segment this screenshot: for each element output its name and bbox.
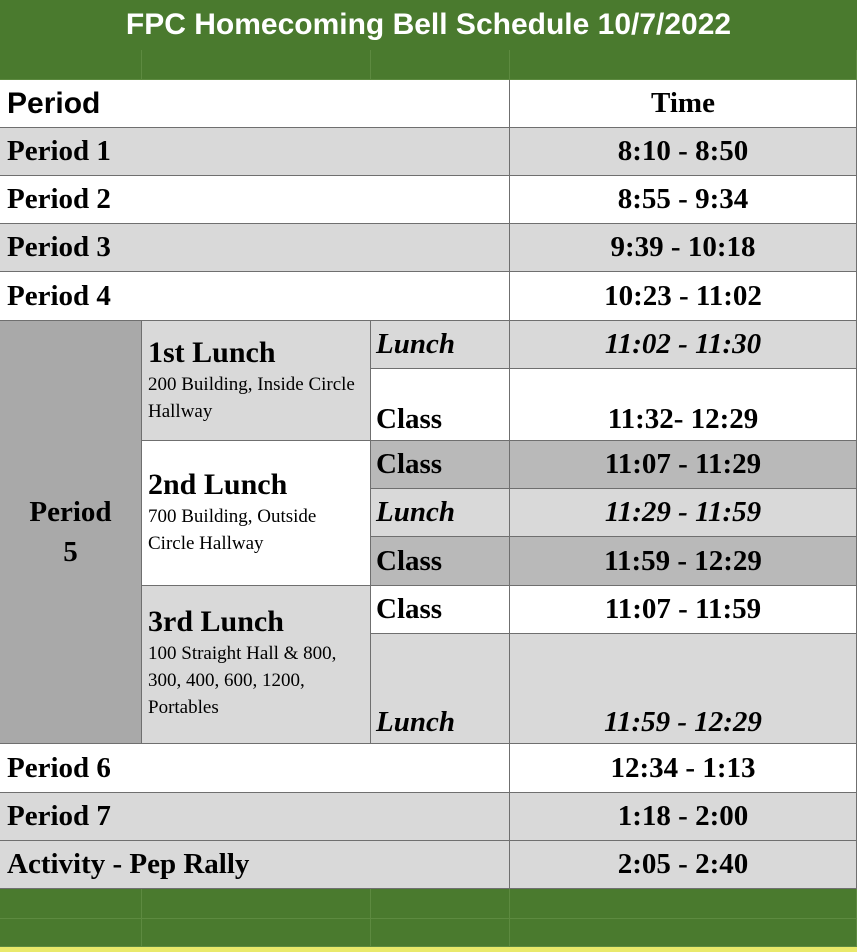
period-time: 8:10 - 8:50 — [510, 128, 857, 176]
period-label: Period 1 — [0, 128, 510, 176]
period-label: Period 4 — [0, 272, 510, 321]
lunch-location: 200 Building, Inside Circle Hallway — [148, 374, 355, 422]
lunch-activity: Lunch — [371, 634, 510, 744]
period-time: 12:34 - 1:13 — [510, 744, 857, 793]
spacer-cell — [0, 919, 142, 947]
period-time: 1:18 - 2:00 — [510, 793, 857, 841]
lunch-time: 11:59 - 12:29 — [510, 537, 857, 586]
period-time: 8:55 - 9:34 — [510, 176, 857, 224]
bottom-divider — [0, 947, 857, 952]
lunch-time: 11:07 - 11:59 — [510, 586, 857, 634]
lunch-activity: Lunch — [371, 321, 510, 369]
lunch-info — [142, 586, 371, 744]
lunch-info — [142, 321, 371, 441]
spacer-cell — [0, 889, 142, 919]
spacer-cell — [371, 919, 510, 947]
spacer-cell — [142, 919, 371, 947]
schedule-title: FPC Homecoming Bell Schedule 10/7/2022 — [0, 0, 857, 50]
spacer-cell — [142, 50, 371, 80]
lunch-name: 1st Lunch — [148, 336, 276, 369]
lunch-info — [142, 441, 371, 586]
period-label: Period 6 — [0, 744, 510, 793]
spacer-cell — [371, 50, 510, 80]
lunch-activity: Class — [371, 586, 510, 634]
period-time: 10:23 - 11:02 — [510, 272, 857, 321]
lunch-location: 700 Building, Outside Circle Hallway — [148, 506, 317, 554]
lunch-time: 11:29 - 11:59 — [510, 489, 857, 537]
period-label: Activity - Pep Rally — [0, 841, 510, 889]
spacer-cell — [142, 889, 371, 919]
period5-label-line1: Period — [29, 496, 112, 528]
lunch-name: 3rd Lunch — [148, 605, 284, 638]
lunch-location: 100 Straight Hall & 800, 300, 400, 600, 1200, Portables — [148, 643, 337, 718]
lunch-name: 2nd Lunch — [148, 468, 288, 501]
period-label: Period 7 — [0, 793, 510, 841]
lunch-activity: Lunch — [371, 489, 510, 537]
spacer-cell — [510, 50, 857, 80]
spacer-cell — [510, 889, 857, 919]
period-label: Period 2 — [0, 176, 510, 224]
lunch-activity: Class — [371, 441, 510, 489]
lunch-time: 11:07 - 11:29 — [510, 441, 857, 489]
lunch-time: 11:59 - 12:29 — [510, 634, 857, 744]
header-time: Time — [510, 80, 857, 128]
lunch-activity: Class — [371, 537, 510, 586]
lunch-activity: Class — [371, 369, 510, 441]
header-period: Period — [0, 80, 510, 128]
period-label: Period 3 — [0, 224, 510, 272]
spacer-cell — [371, 889, 510, 919]
period5-label — [0, 321, 142, 744]
spacer-cell — [0, 50, 142, 80]
period-time: 9:39 - 10:18 — [510, 224, 857, 272]
spacer-cell — [510, 919, 857, 947]
period-time: 2:05 - 2:40 — [510, 841, 857, 889]
lunch-time: 11:32- 12:29 — [510, 369, 857, 441]
period5-label-line2: 5 — [63, 536, 78, 568]
lunch-time: 11:02 - 11:30 — [510, 321, 857, 369]
